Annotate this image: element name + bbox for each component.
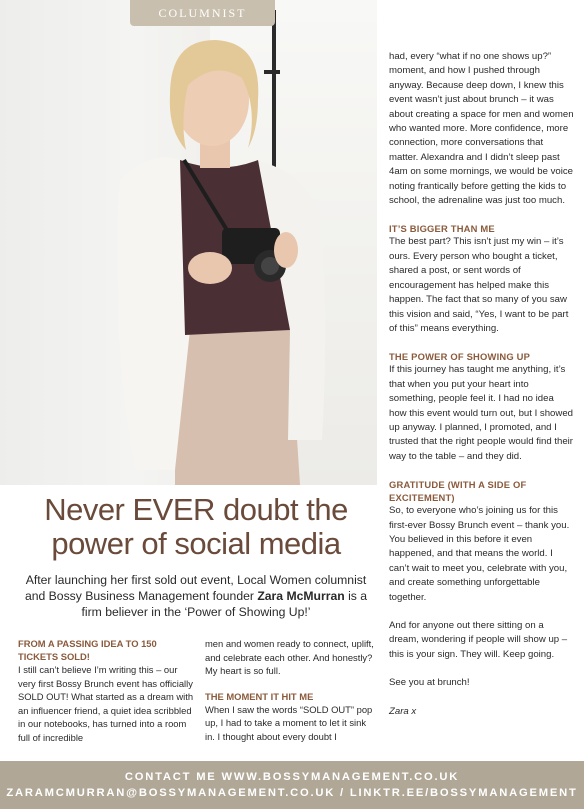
headline-line: power of social media (51, 526, 341, 561)
paragraph: See you at brunch! (389, 677, 470, 689)
paragraph: So, to everyone who’s joining us for this first-ever Bossy Brunch event – thank you. You believed in this before it even happened, and that means the world. I can’t wait to meet you, celebrate with you, and create something unforgettable together. (389, 505, 570, 603)
left-column (18, 637, 194, 745)
paragraph: When I saw the words “SOLD OUT” pop up, I had to take a moment to let it sink in. I thought about every doubt I (205, 703, 373, 742)
paragraph: The best part? This isn’t just my win – it’s ours. Every person who bought a ticket, shared a post, or sent words of encouragement has helped make this happen. The fact that so many of you saw this vision and said, “Yes, I want to be part of this” means everything. (389, 236, 569, 334)
subheading: THE POWER OF SHOWING UP (389, 351, 531, 363)
woman-with-camera-illustration (0, 0, 377, 485)
paragraph: I still can’t believe I’m writing this – our very first Bossy Brunch event has officially SOLD OUT! What started as a dream with an influencer friend, a quiet idea scribbled in our notebooks, has turned into a room full of incredible (18, 664, 194, 743)
article-headline (18, 493, 374, 561)
headline-line: Never EVER doubt the (44, 492, 348, 527)
contact-footer (0, 761, 584, 809)
subheading: GRATITUDE (WITH A SIDE OF EXCITEMENT) (389, 479, 527, 504)
paragraph: had, every “what if no one shows up?” moment, and how I pushed through anyway. Because deep down, I knew this event wasn’t just about brunch – it was about creating a space for men and women who wanted more. More confidence, more connection, more conversations that matter. Alexandra and I didn’t sleep past 4am on some mornings, we would be voice noting frantically before getting the kids to school, the adrenaline was just too much. (389, 51, 574, 207)
standfirst (14, 572, 378, 620)
paragraph: If this journey has taught me anything, it’s that when you put your heart into something, people feel it. I had no idea how this event would turn out, but I showed up anyway. I planned, I promoted, and I trusted that the right people would find their way to the table – and they did. (389, 364, 573, 462)
subheading: FROM A PASSING IDEA TO 150 TICKETS SOLD! (18, 638, 157, 662)
contact-email-links[interactable]: ZARAMCMURRAN@BOSSYMANAGEMENT.CO.UK / LINKTR.EE/BOSSYMANAGEMENT (6, 787, 578, 799)
paragraph: men and women ready to connect, uplift, and celebrate each other. And honestly? My heart is so full. (205, 638, 374, 677)
right-column (389, 50, 574, 733)
subheading: THE MOMENT IT HIT ME (205, 690, 314, 702)
author-name: Zara McMurran (257, 589, 345, 603)
paragraph: And for anyone out there sitting on a dream, wondering if people will show up – this is your sign. They will. Keep going. (389, 620, 568, 660)
middle-column (205, 637, 375, 744)
contact-website[interactable]: CONTACT ME WWW.BOSSYMANAGEMENT.CO.UK (124, 771, 460, 783)
subheading: IT’S BIGGER THAN ME (389, 223, 495, 235)
standfirst-text: is a firm believer in the ‘Power of Showing Up!’ (81, 589, 368, 619)
standfirst-text: After launching her first sold out event, Local Women columnist and Bossy Business Management founder (24, 573, 367, 603)
columnist-photo (0, 0, 377, 485)
signoff: Zara x (389, 705, 417, 717)
section-tab: COLUMNIST (130, 0, 275, 26)
